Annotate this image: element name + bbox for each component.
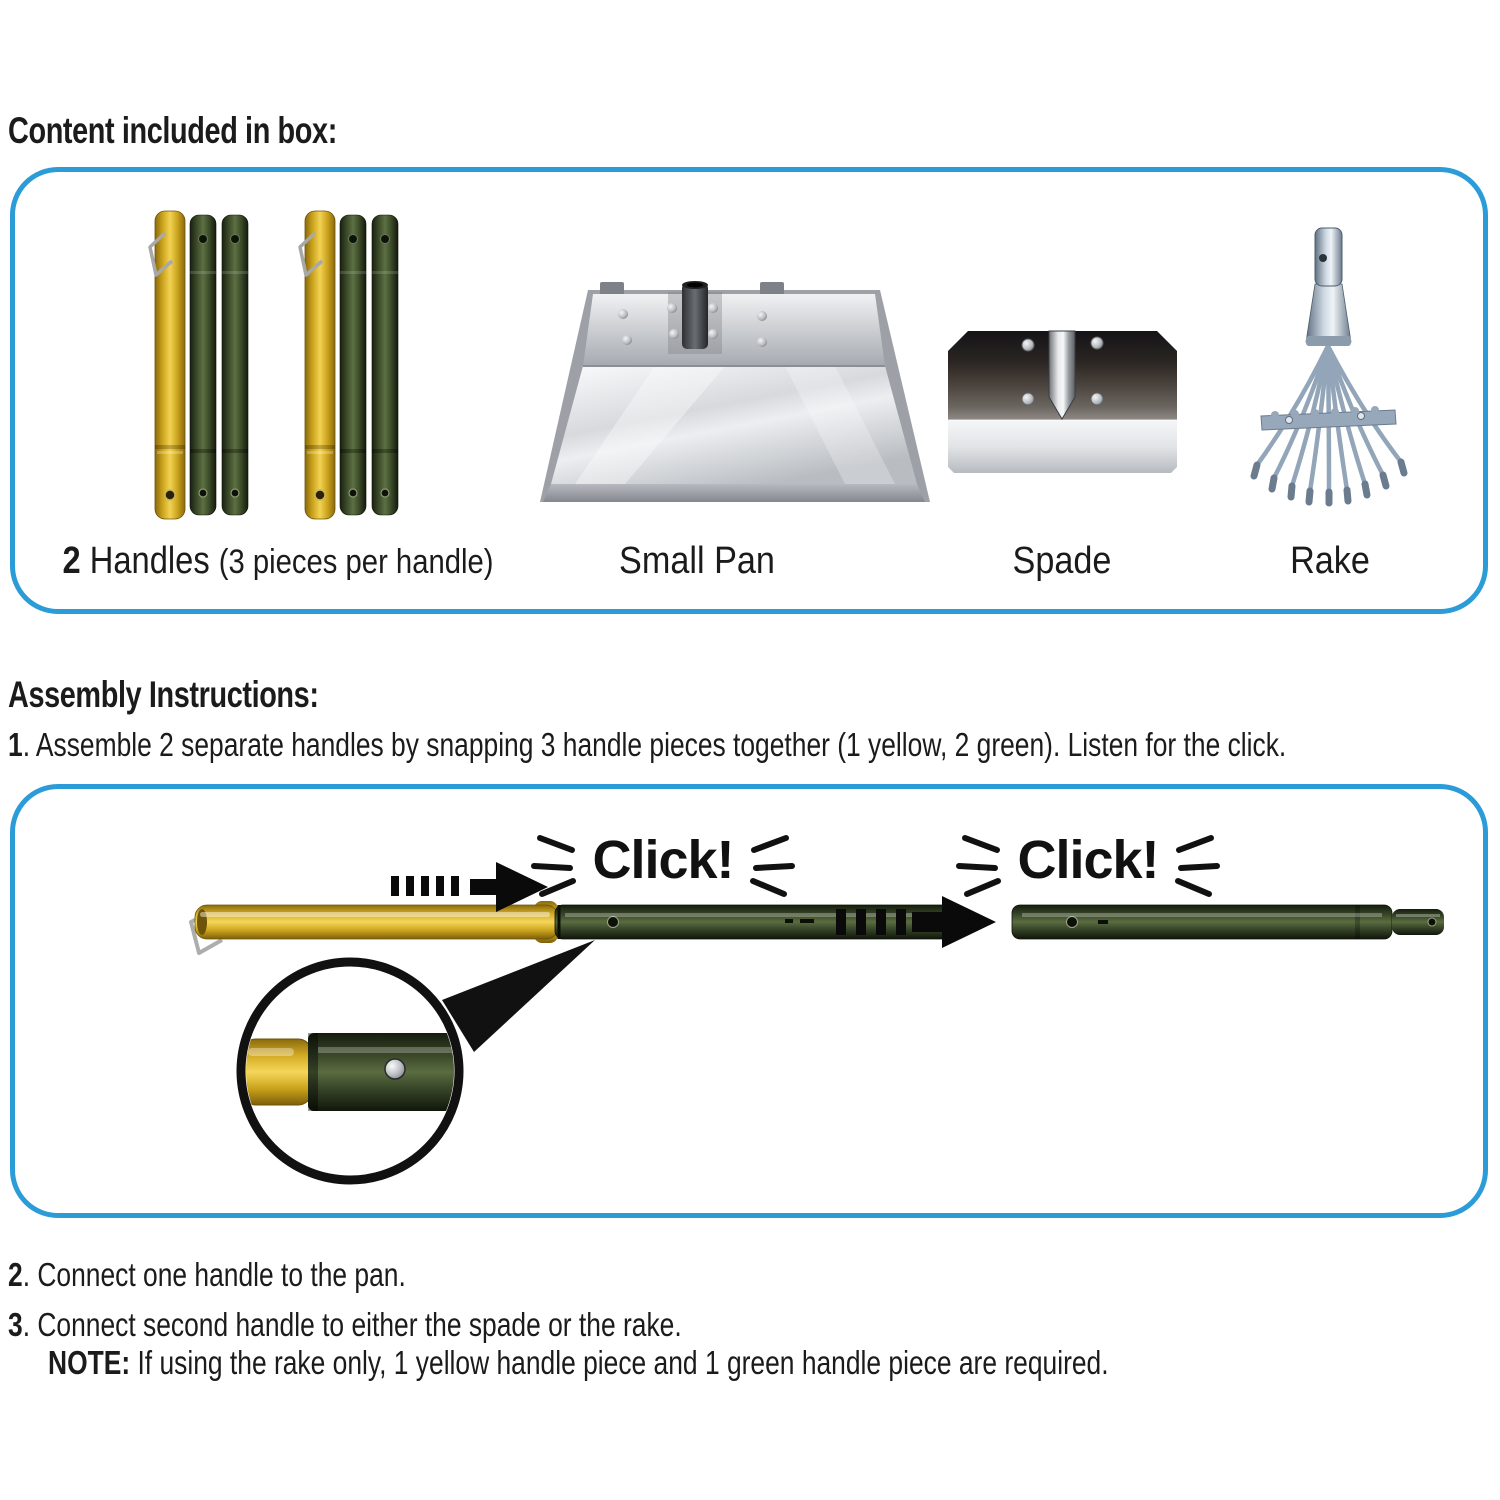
assembly-diagram bbox=[50, 800, 1450, 1220]
rake-label: Rake bbox=[1290, 540, 1370, 582]
rake-illustration bbox=[1245, 222, 1420, 507]
snap-button bbox=[385, 1059, 405, 1079]
spade-label: Spade bbox=[1012, 540, 1112, 582]
small-pan-illustration bbox=[535, 272, 935, 517]
push-arrow-2-icon bbox=[836, 896, 996, 948]
magnifier-pointer bbox=[442, 940, 595, 1052]
note-line: NOTE: If using the rake only, 1 yellow handle piece and 1 green handle piece are required. bbox=[48, 1344, 1109, 1381]
step-1: 1. Assemble 2 separate handles by snapping 3 handle pieces together (1 yellow, 2 green). Listen for the click. bbox=[8, 726, 1287, 763]
yellow-handle-piece bbox=[191, 901, 558, 953]
handle-hole bbox=[165, 490, 175, 500]
handles-label: 2 Handles (3 pieces per handle) bbox=[62, 540, 494, 582]
magnifier-detail bbox=[241, 962, 468, 1180]
step-2: 2. Connect one handle to the pan. bbox=[8, 1256, 406, 1293]
click-label-1: Click! bbox=[592, 830, 734, 890]
handle-group-2 bbox=[300, 211, 398, 519]
push-arrow-1-icon bbox=[391, 862, 548, 912]
handle-group-1 bbox=[150, 211, 248, 519]
spade-illustration bbox=[940, 325, 1185, 485]
handle-pieces-illustration bbox=[145, 205, 410, 525]
assembly-heading: Assembly Instructions: bbox=[8, 674, 319, 715]
step-3: 3. Connect second handle to either the spade or the rake. bbox=[8, 1306, 682, 1343]
small-pan-label: Small Pan bbox=[619, 540, 775, 582]
pan-socket bbox=[682, 283, 708, 349]
click-callout-2 bbox=[959, 830, 1217, 894]
content-heading: Content included in box: bbox=[8, 110, 337, 151]
green-handle-piece-2 bbox=[1012, 905, 1444, 939]
click-label-2: Click! bbox=[1017, 830, 1159, 890]
click-callout-1 bbox=[534, 830, 792, 894]
rake-socket bbox=[1315, 228, 1342, 286]
